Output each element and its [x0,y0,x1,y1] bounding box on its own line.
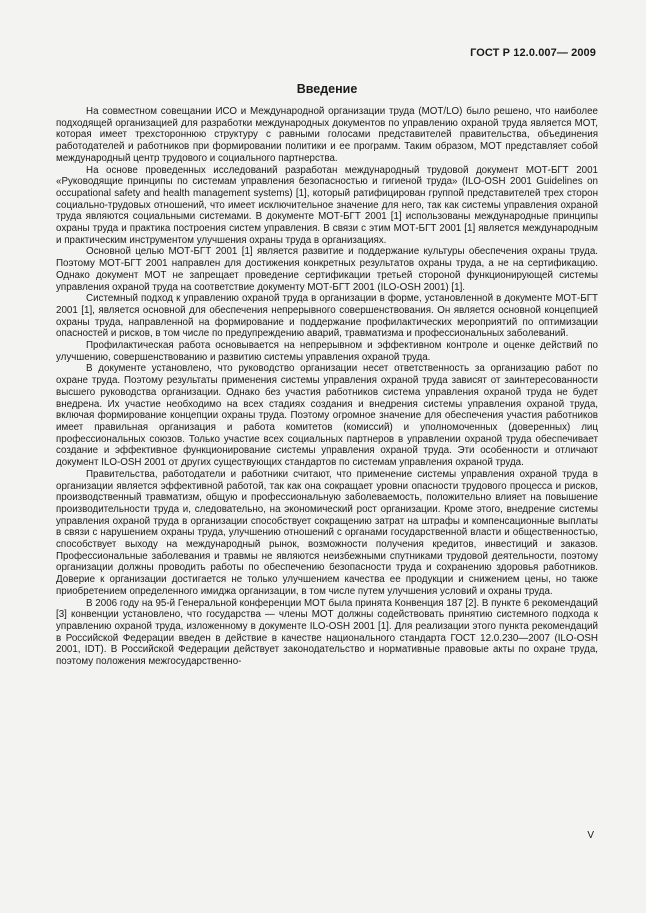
paragraph: В 2006 году на 95-й Генеральной конференции МОТ была принята Конвенция 187 [2]. В пункте 6 рекомендаций [3] конвенции установлено, что государства — члены МОТ должны содействовать принятию системного подхода к управлению охраной труда, изложенному в документе ILO-OSH 2001 [1]. Для реализации этого пункта рекомендаций в Российской Федерации введен в действие в качестве национального стандарта ГОСТ 12.0.230—2007 (ILO-OSH 2001, IDT). В Российской Федерации действует законодательство и нормативные правовые акты по охране труда, поэтому положения межгосударственно- [56,597,598,668]
page-title: Введение [296,82,358,96]
paragraph: Правительства, работодатели и работники считают, что применение системы управления охраной труда в организации является эффективной работой, так как она сокращает уровни опасности трудового процесса и рисков, производственный травматизм, общую и профессиональную заболеваемость, положительно влияет на повышение производительности труда и, следовательно, на экономический рост организации. Кроме этого, внедрение системы управления охраной труда в организации способствует сокращению затрат на штрафы и компенсационные выплаты в связи с нарушением охраны труда, улучшению отношений с органами государственной власти и общественностью, способствует выходу на международный рынок, возможности получения кредитов, инвестиций и заказов. Профессиональные заболевания и травмы не являются неизбежными спутниками трудовой деятельности, поэтому организации должны проводить работы по обеспечению безопасности труда и сохранению здоровья работников. Доверие к организации достигается не только улучшением качества ее продукции и снижением цены, но также приобретением определенного имиджа организации, в том числе путем улучшения условий и охраны труда. [56,468,598,597]
paragraph: Системный подход к управлению охраной труда в организации в форме, установленной в документе МОТ-БГТ 2001 [1], является основной для обеспечения непрерывного совершенствования. Он является основной концепцией охраны труда, направленной на формирование и поддержание профилактических мероприятий по оптимизации опасностей и рисков, в том числе по предупреждению аварий, травматизма и профессиональных заболеваний. [56,293,598,340]
paragraph: Основной целью МОТ-БГТ 2001 [1] является развитие и поддержание культуры обеспечения охраны труда. Поэтому МОТ-БГТ 2001 направлен для достижения конкретных результатов охраны труда, а не на сертификацию. Однако документ МОТ не запрещает проведение сертификации третьей стороной функционирующей системы управления охраной труда на соответствие документу МОТ-БГТ 2001 (ILO-OSH 2001) [1]. [56,246,598,293]
paragraph: На основе проведенных исследований разработан международный трудовой документ МОТ-БГТ 2001 «Руководящие принципы по системам управления безопасностью и гигиеной труда» (ILO-OSH 2001 Guidelines on occupational safety and health management systems) [1], который ратифицирован группой представителей трех сторон социально-трудовых отношений, что имеет исключительное значение для него, так как системы управления охраной труда являются социальными системами. В документе МОТ-БГТ 2001 [1] использованы международные принципы охраны труда и практика построения систем управления. В связи с этим МОТ-БГТ 2001 [1] является международным и практическим инструментом улучшения охраны труда в организациях. [56,164,598,246]
page-number: V [587,830,594,841]
document-code: ГОСТ Р 12.0.007— 2009 [470,47,596,59]
paragraph: На совместном совещании ИСО и Международной организации труда (МОТ/LO) было решено, что наиболее подходящей организацией для разработки международных документов по управлению охраной труда является МОТ, которая имеет трехстороннюю структуру с равными голосами представителей правительства, объединения работодателей и работников при формировании политики и ее программ. Таким образом, МОТ представляет собой международный центр трудового и социального партнерства. [56,106,598,164]
paragraph: В документе установлено, что руководство организации несет ответственность за организацию работ по охране труда. Поэтому результаты применения системы управления охраной труда зависят от заинтересованности высшего руководства организации. Однако без участия работников система управления охраной труда не будет внедрена. Их участие необходимо на всех стадиях создания и внедрения системы управления охраной труда, включая формирование концепции охраны труда. Поэтому огромное значение для обеспечения участия работников имеет правильная организация и работа комитетов (комиссий) и уполномоченных (доверенных) лиц профессиональных союзов. Только участие всех социальных партнеров в управлении охраной труда обеспечивает создание и эффективное функционирование системы управления охраной труда. Эти особенности и отличают документ ILO-OSH 2001 от других существующих стандартов по системам управления охраной труда. [56,363,598,469]
paragraph: Профилактическая работа основывается на непрерывном и эффективном контроле и оценке действий по улучшению, совершенствованию и развитию системы управления охраной труда. [56,340,598,363]
body-text [56,106,598,668]
